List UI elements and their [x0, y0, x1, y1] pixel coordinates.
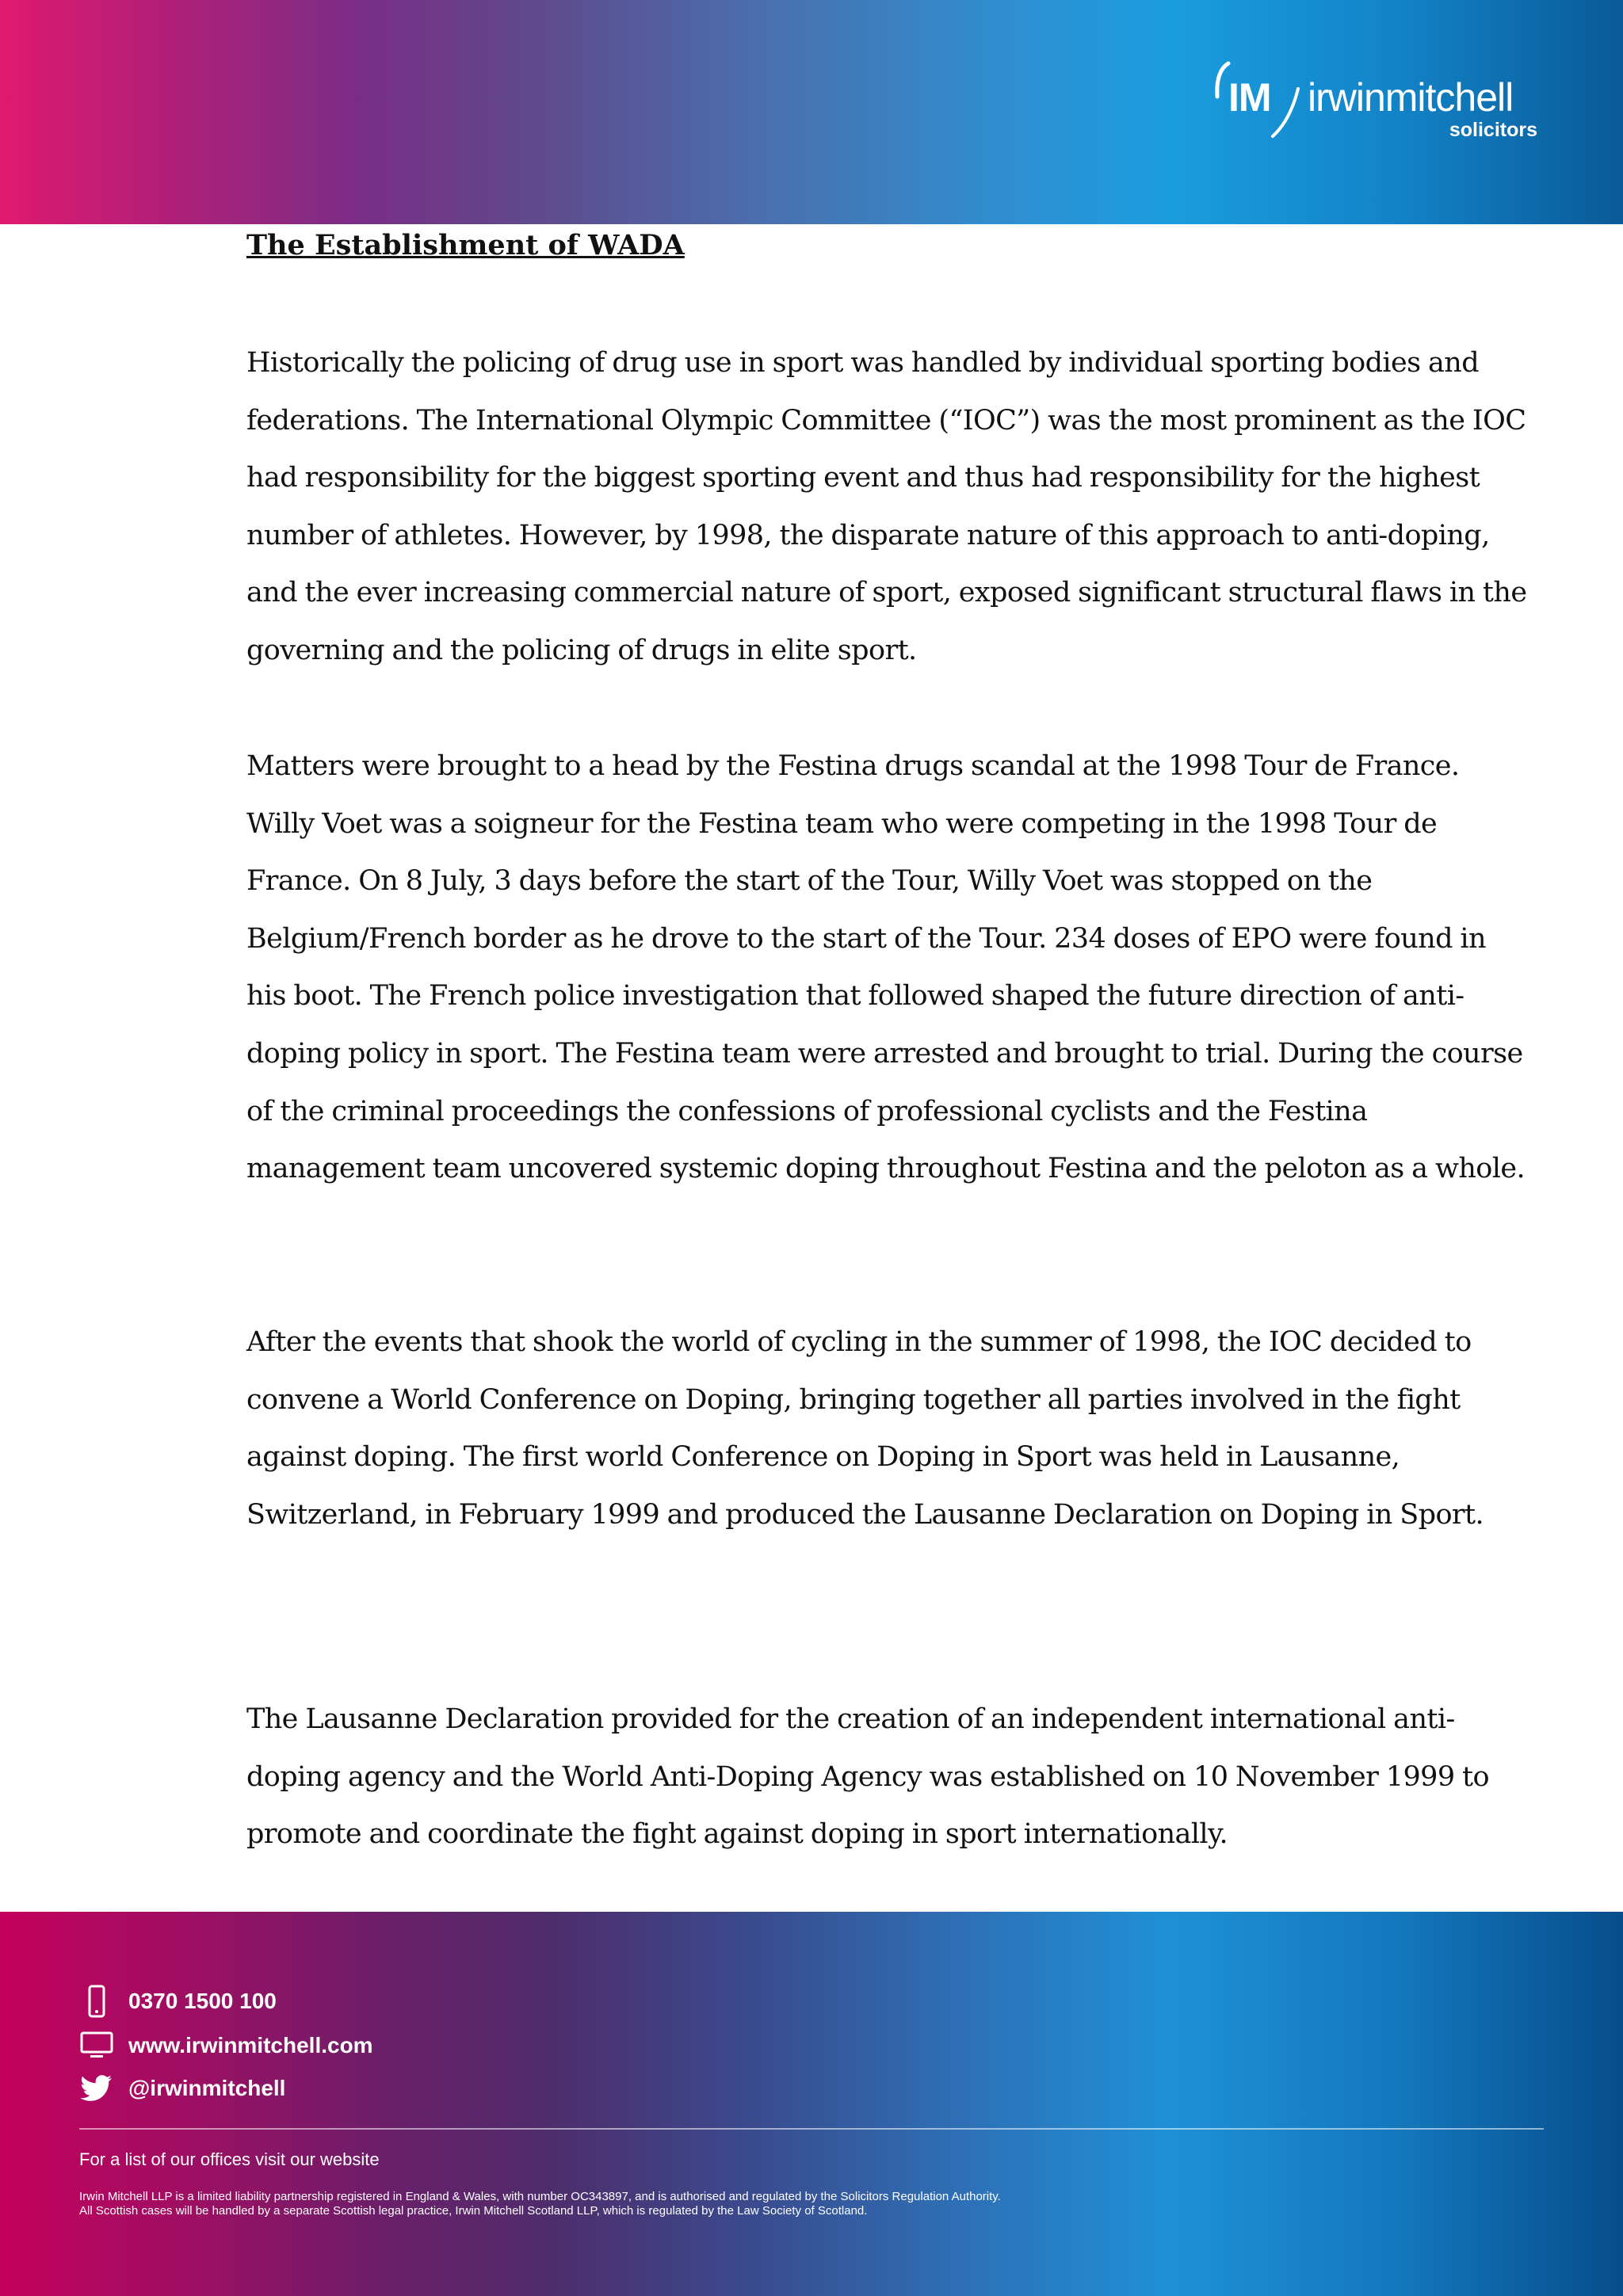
legal-line-2: All Scottish cases will be handled by a separate Scottish legal practice, Irwin Mitchell Scotland LLP, which is regulated by the Law Society of Scotland. [79, 2204, 868, 2218]
logo-mark: IM [1228, 75, 1271, 120]
irwin-mitchell-logo [1205, 57, 1537, 144]
phone-icon [79, 1984, 114, 2019]
monitor-icon [79, 2028, 114, 2063]
footer-divider [79, 2128, 1544, 2130]
offices-note: For a list of our offices visit our website [79, 2149, 380, 2169]
document-title: The Establishment of WADA [246, 229, 685, 261]
website-link[interactable]: www.irwinmitchell.com [128, 2033, 373, 2058]
paragraph-1: Historically the policing of drug use in sport was handled by individual sporting bodies and federations. The International Olympic Committee (“IOC”) was the most prominent as the IOC had responsibility for the biggest sporting event and thus had responsibility for the highest number of athletes. However, by 1998, the disparate nature of this approach to anti-doping, and the ever increasing commercial nature of sport, exposed significant structural flaws in the governing and the policing of drugs in elite sport. [246, 347, 1527, 666]
twitter-icon [79, 2071, 114, 2106]
logo-name: irwinmitchell [1308, 75, 1514, 120]
contact-phone [79, 1984, 277, 2019]
twitter-handle[interactable]: @irwinmitchell [128, 2076, 286, 2100]
contact-website [79, 2028, 373, 2063]
paragraph-4: The Lausanne Declaration provided for the creation of an independent international anti-doping agency and the World Anti-Doping Agency was established on 10 November 1999 to promote and coordinate the fight against doping in sport internationally. [246, 1703, 1489, 1851]
document-body [246, 223, 1530, 1851]
header-band [0, 0, 1623, 224]
legal-line-1: Irwin Mitchell LLP is a limited liability partnership registered in England & Wales, with number OC343897, and is authorised and regulated by the Solicitors Regulation Authority. [79, 2190, 1001, 2203]
contact-twitter [79, 2071, 285, 2106]
logo-subtitle: solicitors [1449, 119, 1537, 141]
paragraph-3: After the events that shook the world of cycling in the summer of 1998, the IOC decided to convene a World Conference on Doping, bringing together all parties involved in the fight against doping. The first world Conference on Doping in Sport was held in Lausanne, Switzerland, in February 1999 and produced the Lausanne Declaration on Doping in Sport. [246, 1326, 1484, 1531]
paragraph-2: Matters were brought to a head by the Festina drugs scandal at the 1998 Tour de France. Willy Voet was a soigneur for the Festina team who were competing in the 1998 Tour de France. On 8 July, 3 days before the start of the Tour, Willy Voet was stopped on the Belgium/French border as he drove to the start of the Tour. 234 doses of EPO were found in his boot. The French police investigation that followed shaped the future direction of anti-doping policy in sport. The Festina team were arrested and brought to trial. During the course of the criminal proceedings the confessions of professional cyclists and the Festina management team uncovered systemic doping throughout Festina and the peloton as a whole. [246, 750, 1525, 1185]
phone-number: 0370 1500 100 [128, 1989, 277, 2013]
